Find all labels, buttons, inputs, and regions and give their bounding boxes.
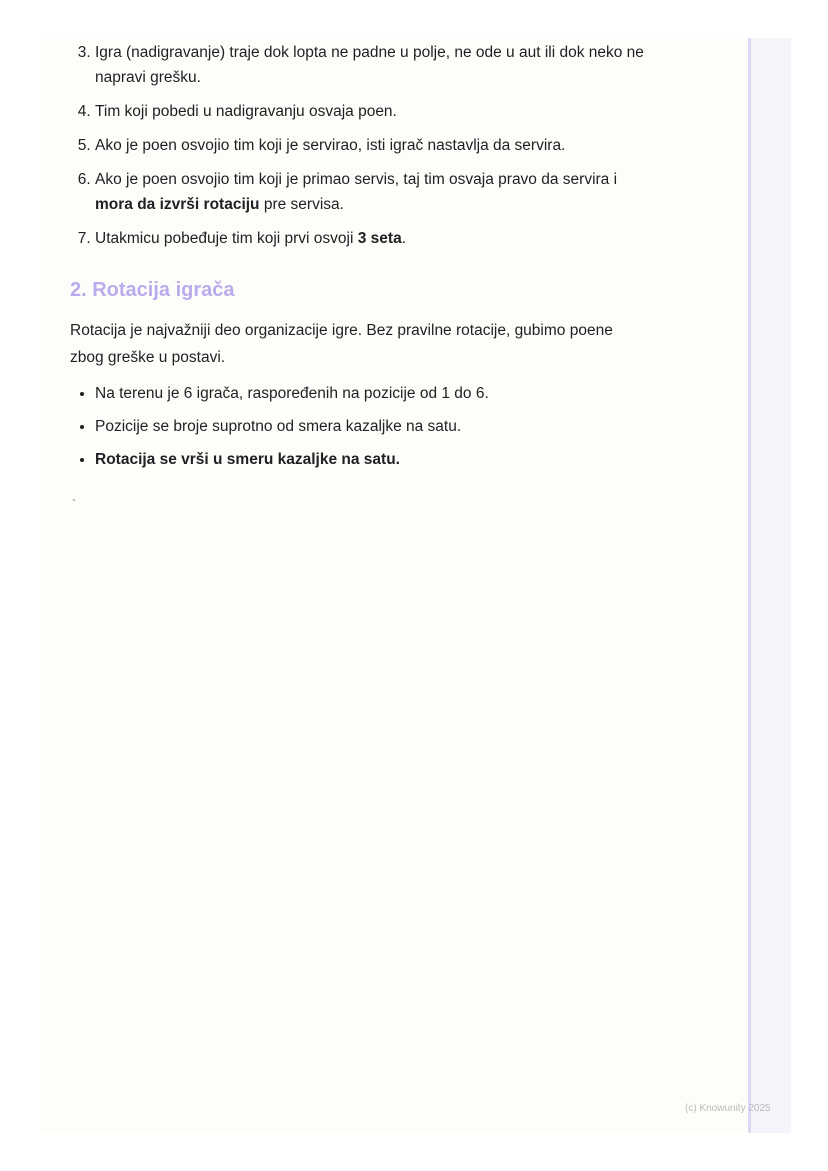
bullet-item (95, 414, 650, 439)
list-item-text: pre servisa. (259, 196, 344, 213)
rules-list (70, 40, 650, 251)
copyright-footer: (c) Knowunity 2025 (685, 1103, 771, 1114)
document-content (70, 40, 650, 480)
list-item-text: Ako je poen osvojio tim koji je servirao, isti igrač nastavlja da servira. (95, 137, 566, 154)
stray-mark: ` (72, 497, 76, 511)
side-margin-strip (748, 38, 791, 1133)
list-item-text: Igra (nadigravanje) traje dok lopta ne padne u polje, ne ode u aut ili dok neko ne napravi grešku. (95, 44, 644, 86)
list-item (95, 226, 650, 251)
list-item-text: Tim koji pobedi u nadigravanju osvaja poen. (95, 103, 397, 120)
bullet-text: Pozicije se broje suprotno od smera kazaljke na satu. (95, 418, 462, 435)
bullet-bold: Rotacija se vrši u smeru kazaljke na satu. (95, 451, 400, 468)
bullet-item (95, 447, 650, 472)
list-item (95, 40, 650, 90)
list-item-bold: 3 seta (357, 230, 402, 247)
list-item-bold: mora da izvrši rotaciju (95, 196, 260, 213)
section-heading: 2. Rotacija igrača (70, 279, 235, 301)
list-item (95, 99, 650, 124)
list-item-text: . (401, 230, 407, 247)
bullet-text: Na terenu je 6 igrača, raspoređenih na pozicije od 1 do 6. (95, 385, 489, 402)
list-item-text: Utakmicu pobeđuje tim koji prvi osvoji (95, 230, 358, 247)
list-item-text: Ako je poen osvojio tim koji je primao servis, taj tim osvaja pravo da servira i (95, 171, 618, 188)
rotation-bullets (70, 381, 650, 472)
list-item (95, 167, 650, 217)
list-item (95, 133, 650, 158)
bullet-item (95, 381, 650, 406)
section-intro: Rotacija je najvažniji deo organizacije igre. Bez pravilne rotacije, gubimo poene zbog greške u postavi. (70, 322, 613, 366)
